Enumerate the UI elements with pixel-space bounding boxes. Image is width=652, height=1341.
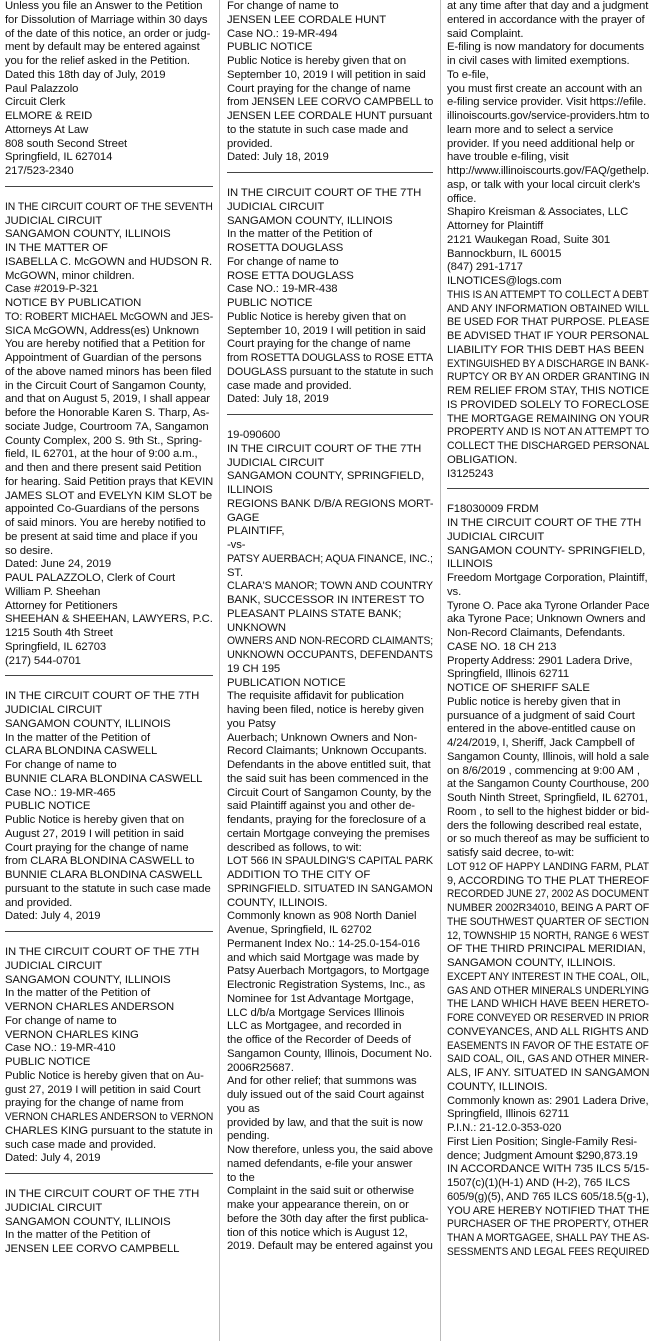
notice-line: F18030009 FRDM (447, 503, 539, 516)
notice-line: gust 27, 2019 I will petition in said Court (5, 1083, 201, 1096)
notice-line: Commonly known as: 2901 Ladera Drive, (447, 1094, 649, 1107)
notice-line: SHEEHAN & SHEEHAN, LAWYERS, P.C. (5, 613, 213, 626)
notice-line: JUDICIAL CIRCUIT (5, 214, 103, 227)
notice-line: Appointment of Guardian of the persons (5, 352, 202, 364)
notice-line: Public Notice is hereby given that on Au- (5, 1069, 204, 1082)
notice-line: UNKNOWN OCCUPANTS, DEFENDANTS (227, 649, 433, 661)
notice-line: the office of the Recorder of Deeds of (227, 1034, 411, 1046)
notice-line: RUPTCY OR BY AN ORDER GRANTING IN (447, 371, 649, 384)
notice-line: Complaint in the said suit or otherwise (227, 1185, 414, 1198)
notice-line: SESSMENTS AND LEGAL FEES REQUIRED (447, 1245, 649, 1258)
notice-line: THIS IS AN ATTEMPT TO COLLECT A DEBT (447, 288, 649, 301)
notice-line: dence; Judgment Amount $290,873.19 (447, 1149, 638, 1162)
notice-separator (227, 414, 433, 415)
notice-line: of the date of this notice, an order or judg- (5, 27, 211, 40)
notice-line: SANGAMON COUNTY, ILLINOIS (5, 1215, 171, 1228)
notice-line: Nominee for 1st Advantage Mortgage, (227, 992, 414, 1005)
notice-line: August 27, 2019 I will petition in said (5, 827, 184, 840)
notice-line: Springfield, Illinois 62711 (447, 1108, 570, 1121)
notice-line: SPRINGFIELD. SITUATED IN SANGAMON (227, 882, 433, 895)
notice-line: ST. (227, 566, 244, 579)
notice-line: FORE CONVEYED OR RESERVED IN PRIOR (447, 1012, 649, 1024)
notice-line: you as (227, 1102, 260, 1115)
column-divider (219, 0, 220, 1341)
legal-notice (5, 690, 213, 924)
legal-notice (447, 0, 649, 481)
notice-line: have trouble e-filing, visit (447, 151, 569, 164)
legal-notice (5, 1188, 213, 1257)
notice-line: BUNNIE CLARA BLONDINA CASWELL (5, 869, 203, 881)
notice-line: JUDICIAL CIRCUIT (447, 530, 545, 543)
notice-line: CHARLES KING pursuant to the statute in (5, 1124, 213, 1137)
legal-notice (5, 201, 213, 669)
notice-line: IN THE CIRCUIT COURT OF THE 7TH (5, 1188, 200, 1200)
notice-line: to the statute in such case made and (227, 123, 409, 136)
notice-line: BE USED FOR THAT PURPOSE. PLEASE (447, 316, 649, 329)
notice-line: OF THE THIRD PRINCIPAL MERIDIAN, (447, 943, 646, 956)
notice-line: VERNON CHARLES KING (5, 1028, 139, 1041)
notice-line: In the matter of the Petition of (5, 731, 151, 744)
notice-line: Attorney for Petitioners (5, 599, 118, 612)
notice-line: GAS AND OTHER MINERALS UNDERLYING (447, 984, 649, 997)
notice-line: IN THE CIRCUIT COURT OF THE 7TH (227, 442, 422, 455)
notice-line: LLC as Mortgagee, and recorded in (227, 1020, 402, 1033)
notice-line: OBLIGATION. (447, 453, 518, 466)
notice-line: 1507(c)(1)(H-1) AND (H-2), 765 ILCS (447, 1177, 630, 1189)
legal-notice (227, 429, 433, 1254)
notice-line: PURCHASER OF THE PROPERTY, OTHER (447, 1218, 649, 1231)
notice-line: before the Honorable Karen S. Tharp, As- (5, 407, 210, 419)
notice-line: or so much thereof as may be sufficient to (447, 833, 649, 846)
notice-line: named defendants, e-file your answer (227, 1157, 413, 1170)
column-divider (440, 0, 441, 1341)
notice-line: and provided. (5, 896, 73, 909)
notice-line: Sangamon County, Illinois, will hold a sale (447, 750, 649, 763)
notice-line: ILLINOIS (447, 558, 493, 571)
notice-line: Property Address: 2901 Ladera Drive, (447, 654, 633, 667)
notice-line: Non-Record Claimants, Defendants. (447, 627, 626, 639)
legal-notice (5, 0, 213, 179)
notice-line: PUBLICATION NOTICE (227, 676, 346, 689)
notice-line: office. (447, 192, 477, 205)
notice-line: and that on August 5, 2019, I shall appear (5, 393, 210, 406)
notice-line: 808 south Second Street (5, 137, 128, 150)
notice-separator (5, 675, 213, 676)
notice-line: VERNON CHARLES ANDERSON to VERNON (5, 1111, 213, 1123)
notice-line: For change of name to (5, 759, 117, 771)
notice-line: Dated: July 4, 2019 (5, 1152, 101, 1165)
legal-notice (447, 503, 649, 1259)
notice-line: at any time after that day and a judgment (447, 0, 649, 12)
notice-line: appointed Co-Guardians of the persons (5, 503, 200, 516)
notice-line: Circuit Clerk (5, 96, 66, 109)
notice-line: fendants, praying for the foreclosure of a (227, 814, 426, 826)
notice-line: Room , to sell to the highest bidder or bid- (447, 805, 649, 818)
notice-line: McGOWN, minor children. (5, 269, 135, 282)
notice-line: you for the relief asked in the Petition. (5, 55, 190, 67)
notice-line: IN THE CIRCUIT COURT OF THE SEVENTH (5, 200, 213, 213)
notice-line: AND ANY INFORMATION OBTAINED WILL (447, 302, 649, 315)
notice-line: LIABILITY FOR THIS DEBT HAS BEEN (447, 343, 645, 356)
notice-line: PUBLIC NOTICE (227, 297, 313, 309)
notice-line: illinoiscourts.gov/service-providers.htm to (447, 110, 649, 122)
notice-line: entered in accordance with the prayer of (447, 13, 645, 26)
notice-line: THAN A MORTGAGEE, SHALL PAY THE AS- (447, 1232, 649, 1244)
notice-line: IN ACCORDANCE WITH 735 ILCS 5/15- (447, 1163, 649, 1176)
notice-line: Springfield, IL 627014 (5, 151, 113, 164)
notice-line: SANGAMON COUNTY, ILLINOIS (5, 973, 171, 986)
notice-line: I3125243 (447, 467, 494, 480)
notice-line: CONVEYANCES, AND ALL RIGHTS AND (447, 1025, 649, 1038)
notice-line: such case made and provided. (5, 1138, 157, 1151)
notice-line: CASE NO. 18 CH 213 (447, 640, 557, 653)
notice-line: case made and provided. (227, 379, 352, 392)
notice-line: You are hereby notified that a Petition for (5, 338, 206, 351)
notice-line: for hearing. Said Petition prays that KEVIN (5, 475, 213, 488)
notice-line: William P. Sheehan (5, 585, 101, 598)
notice-line: For change of name to (227, 255, 339, 268)
notice-line: for Dissolution of Marriage within 30 days (5, 13, 208, 26)
notice-line: of said minors. You are hereby notified to (5, 517, 206, 529)
notice-line: Case NO.: 19-MR-494 (227, 27, 338, 40)
notice-line: at the Sangamon County Courthouse, 200 (447, 778, 649, 791)
notice-line: LOT 566 IN SPAULDING'S CAPITAL PARK (227, 855, 433, 868)
notice-line: PUBLIC NOTICE (227, 41, 313, 54)
notice-separator (5, 1173, 213, 1174)
notice-line: Electronic Registration Systems, Inc., as (227, 979, 426, 991)
notice-line: 12, TOWNSHIP 15 NORTH, RANGE 6 WEST (447, 929, 649, 942)
notice-line: Auerbach; Unknown Owners and Non- (227, 731, 418, 744)
notice-separator (447, 488, 649, 489)
notice-line: For change of name to (227, 0, 339, 12)
notice-line: P.I.N.: 21-12.0-353-020 (447, 1122, 562, 1134)
notice-line: COLLECT THE DISCHARGED PERSONAL (447, 440, 649, 452)
notice-line: e-filing service provider. Visit https://efile. (447, 96, 647, 109)
notice-line: be present at said time and place if you (5, 530, 198, 543)
notice-line: Dated this 18th day of July, 2019 (5, 68, 166, 81)
notice-line: And for other relief; that summons was (227, 1075, 417, 1088)
legal-notice (5, 946, 213, 1166)
notice-line: aka Tyrone Pace; Unknown Owners and (447, 613, 646, 626)
notice-line: In the matter of the Petition of (5, 1229, 151, 1242)
notice-line: from CLARA BLONDINA CASWELL to (5, 855, 195, 868)
notice-line: ALS, IF ANY. SITUATED IN SANGAMON (447, 1067, 649, 1079)
column-2 (227, 0, 433, 1341)
notice-line: duly issued out of the said Court against (227, 1089, 424, 1101)
notice-line: Sangamon County, Illinois, Document No. (227, 1047, 432, 1060)
notice-line: COUNTY, ILLINOIS. (447, 1080, 548, 1093)
notice-line: TO: ROBERT MICHAEL McGOWN and JES- (5, 310, 213, 323)
notice-line: in civil cases with limited exemptions. (447, 55, 630, 67)
notice-line: JUDICIAL CIRCUIT (5, 1201, 103, 1214)
notice-line: Court praying for the change of name (227, 338, 411, 351)
notice-line: 9, ACCORDING TO THE PLAT THEREOF (447, 874, 649, 887)
notice-line: ILNOTICES@logs.com (447, 275, 562, 287)
notice-line: Avenue, Springfield, IL 62702 (227, 924, 372, 936)
notice-line: in the Circuit Court of Sangamon County, (5, 379, 207, 392)
notice-line: SICA McGOWN, Address(es) Unknown (5, 324, 199, 337)
notice-line: PUBLIC NOTICE (5, 1056, 91, 1068)
legal-notice (227, 187, 433, 407)
notice-line: Commonly known as 908 North Daniel (227, 910, 417, 923)
notice-line: Public Notice is hereby given that on (5, 814, 185, 826)
notice-line: ROSE ETTA DOUGLASS (227, 269, 354, 282)
notice-line: http://www.illinoiscourts.gov/FAQ/gethelp. (447, 165, 649, 177)
notice-line: Record Claimants; Unknown Occupants. (227, 745, 427, 758)
notice-line: JUDICIAL CIRCUIT (227, 456, 325, 469)
notice-line: PLEASANT PLAINS STATE BANK; (227, 607, 402, 620)
notice-line: Paul Palazzolo (5, 82, 79, 95)
notice-line: NOTICE BY PUBLICATION (5, 297, 142, 309)
notice-line: make your appearance therein, on or (227, 1199, 409, 1211)
notice-line: For change of name to (5, 1014, 117, 1027)
notice-line: pursuant to the statute in such case made (5, 882, 211, 895)
notice-line: Public notice is hereby given that in (447, 695, 621, 708)
notice-line: on 8/6/2019 , commencing at 9:00 AM , (447, 764, 640, 777)
notice-line: PAUL PALAZZOLO, Clerk of Court (5, 572, 176, 584)
notice-line: Circuit Court of Sangamon County, by the (227, 786, 432, 799)
notice-line: JENSEN LEE CORDALE HUNT pursuant (227, 110, 433, 122)
notice-line: South Ninth Street, Springfield, IL 62701, (447, 792, 648, 804)
notice-line: tion of this notice which is August 12, (227, 1226, 408, 1239)
notice-line: PUBLIC NOTICE (5, 800, 91, 813)
notice-line: ILLINOIS (227, 484, 273, 496)
notice-separator (227, 172, 433, 173)
notice-line: Dated: June 24, 2019 (5, 558, 112, 571)
notice-line: provided. (227, 137, 273, 150)
notice-line: Defendants in the above entitled suit, that (227, 759, 431, 771)
notice-line: praying for the change of name from (5, 1097, 184, 1110)
notice-line: EASEMENTS IN FAVOR OF THE ESTATE OF (447, 1039, 649, 1052)
notice-line: certain Mortgage conveying the premises (227, 827, 430, 840)
notice-line: SAID COAL, OIL, GAS AND OTHER MINER- (447, 1053, 649, 1066)
notice-line: PLAINTIFF, (227, 525, 285, 538)
notice-line: 1215 South 4th Street (5, 627, 113, 639)
notice-line: In the matter of the Petition of (227, 228, 373, 241)
notice-line: Court praying for the change of name (227, 82, 411, 95)
notice-line: SANGAMON COUNTY, ILLINOIS (5, 717, 171, 730)
notice-line: PROPERTY AND IS NOT AN ATTEMPT TO (447, 426, 649, 439)
notice-line: Freedom Mortgage Corporation, Plaintiff, (447, 572, 648, 584)
notice-line: (847) 291-1717 (447, 261, 523, 274)
notice-line: OWNERS AND NON-RECORD CLAIMANTS; (227, 635, 433, 648)
notice-line: Tyrone O. Pace aka Tyrone Orlander Pace (447, 599, 649, 612)
notice-line: Dated: July 4, 2019 (5, 910, 101, 923)
notice-line: JAMES SLOT and EVELYN KIM SLOT be (5, 489, 213, 502)
notice-line: SANGAMON COUNTY, ILLINOIS. (447, 957, 616, 969)
notice-line: so desire. (5, 544, 53, 557)
notice-line: Case NO.: 19-MR-465 (5, 786, 116, 799)
notice-line: LOT 912 OF HAPPY LANDING FARM, PLAT (447, 860, 649, 873)
notice-line: Patsy Auerbach Mortgagors, to Mortgage (227, 965, 430, 978)
notice-line: said Plaintiff against you and other de- (227, 800, 415, 813)
notice-line: before the 30th day after the first publica- (227, 1212, 429, 1225)
notice-separator (5, 186, 213, 187)
notice-line: UNKNOWN (227, 621, 286, 634)
notice-line: sociate Judge, Courtroom 7A, Sangamon (5, 420, 209, 433)
notice-line: 4/24/2019, I, Sheriff, Jack Campbell of (447, 737, 635, 749)
notice-line: Dated: July 18, 2019 (227, 151, 329, 164)
notice-line: The requisite affidavit for publication (227, 690, 404, 703)
notice-line: PATSY AUERBACH; AQUA FINANCE, INC.; (227, 552, 433, 565)
notice-line: THE MORTGAGE REMAINING ON YOUR (447, 412, 649, 425)
notice-line: Court praying for the change of name (5, 841, 189, 854)
notice-line: JUDICIAL CIRCUIT (5, 959, 103, 972)
notice-line: Case NO.: 19-MR-438 (227, 283, 338, 296)
notice-line: JUDICIAL CIRCUIT (227, 200, 325, 213)
notice-line: to the (227, 1171, 255, 1184)
notice-line: ROSETTA DOUGLASS (227, 242, 344, 254)
notice-line: LLC d/b/a Mortgage Services Illinois (227, 1006, 405, 1019)
column-1 (5, 0, 213, 1341)
notice-line: pending. (227, 1130, 270, 1143)
notice-line: learn more and to select a service (447, 123, 614, 136)
notice-line: BANK, SUCCESSOR IN INTEREST TO (227, 594, 425, 606)
notice-line: ders the following described real estate, (447, 819, 642, 832)
notice-line: you must first create an account with an (447, 82, 643, 95)
notice-line: Attorneys At Law (5, 123, 89, 136)
notice-line: CLARA BLONDINA CASWELL (5, 745, 158, 758)
notice-line: Shapiro Kreisman & Associates, LLC (447, 206, 629, 219)
notice-line: 2019. Default may be entered against you (227, 1240, 433, 1253)
notice-line: YOU ARE HEREBY NOTIFIED THAT THE (447, 1204, 649, 1217)
legal-notice (227, 0, 433, 165)
notice-line: Now therefore, unless you, the said above (227, 1144, 433, 1156)
notice-line: asp, or talk with your local circuit clerk's (447, 178, 641, 191)
notice-line: vs. (447, 585, 462, 598)
notice-line: satisfy said decree, to-wit: (447, 847, 575, 859)
notice-line: Permanent Index No.: 14-25.0-154-016 (227, 937, 420, 950)
notice-line: and then and there present said Petition (5, 462, 202, 474)
notice-line: REM RELIEF FROM STAY, THIS NOTICE (447, 385, 649, 397)
notice-line: JENSEN LEE CORDALE HUNT (227, 13, 387, 26)
notice-line: ELMORE & REID (5, 110, 93, 122)
notice-line: VERNON CHARLES ANDERSON (5, 1001, 175, 1013)
notice-line: 605/9(g)(5), AND 765 ILCS 605/18.5(g-1), (447, 1190, 649, 1203)
notice-line: CLARA'S MANOR; TOWN AND COUNTRY (227, 580, 433, 593)
notice-line: IS PROVIDED SOLELY TO FORECLOSE (447, 398, 649, 411)
notice-line: SANGAMON COUNTY- SPRINGFIELD, (447, 544, 646, 557)
notice-line: from ROSETTA DOUGLASS to ROSE ETTA (227, 352, 433, 364)
notice-line: provided by law, and that the suit is now (227, 1116, 423, 1129)
notice-line: County Complex, 200 S. 9th St., Spring- (5, 434, 203, 447)
notice-line: EXCEPT ANY INTEREST IN THE COAL, OIL, (447, 970, 649, 983)
notice-line: field, IL 62701, at the hour of 9:00 a.m., (5, 448, 198, 461)
notice-line: and which said Mortgage was made by (227, 951, 419, 964)
notice-line: from JENSEN LEE CORVO CAMPBELL to (227, 96, 433, 109)
notice-line: IN THE CIRCUIT COURT OF THE 7TH (447, 517, 642, 529)
notice-line: E-filing is now mandatory for documents (447, 41, 645, 54)
notice-line: 19-090600 (227, 429, 281, 441)
notice-line: IN THE CIRCUIT COURT OF THE 7TH (5, 946, 200, 958)
notice-line: Bannockburn, IL 60015 (447, 247, 562, 260)
notice-line: IN THE CIRCUIT COURT OF THE 7TH (227, 187, 422, 199)
notice-line: Public Notice is hereby given that on (227, 310, 407, 323)
notice-line: pursuance of a judgment of said Court (447, 709, 635, 722)
notice-line: ment by default may be entered against (5, 41, 200, 54)
notice-line: described as follows, to wit: (227, 841, 362, 854)
notice-line: September 10, 2019 I will petition in said (227, 68, 426, 81)
notice-line: SANGAMON COUNTY, ILLINOIS (227, 214, 393, 227)
notice-line: said Complaint. (447, 27, 524, 40)
notice-line: JENSEN LEE CORVO CAMPBELL (5, 1243, 180, 1255)
notice-line: THE SOUTHWEST QUARTER OF SECTION (447, 915, 649, 928)
notice-line: -vs- (227, 539, 246, 551)
notice-line: First Lien Position; Single-Family Resi- (447, 1135, 637, 1148)
notice-line: GAGE (227, 511, 260, 524)
notice-line: 217/523-2340 (5, 165, 74, 177)
notice-line: Case #2019-P-321 (5, 283, 99, 296)
notice-line: Unless you file an Answer to the Petition (5, 0, 203, 12)
notice-line: THE LAND WHICH HAVE BEEN HERETO- (447, 998, 649, 1011)
notice-line: provider. If you need additional help or (447, 137, 635, 150)
notice-line: 19 CH 195 (227, 662, 281, 675)
notice-line: NUMBER 2002R34010, BEING A PART OF (447, 902, 649, 914)
notice-line: having been filed, notice is hereby given (227, 704, 424, 716)
notice-line: Springfield, Illinois 62711 (447, 668, 570, 681)
notice-line: ADDITION TO THE CITY OF (227, 869, 371, 881)
notice-line: (217) 544-0701 (5, 654, 81, 667)
notice-line: NOTICE OF SHERIFF SALE (447, 682, 590, 694)
notice-line: DOUGLASS pursuant to the statute in such (227, 365, 433, 378)
notice-line: IN THE CIRCUIT COURT OF THE 7TH (5, 690, 200, 703)
notice-line: Public Notice is hereby given that on (227, 55, 407, 67)
column-3 (447, 0, 649, 1341)
notice-line: REGIONS BANK D/B/A REGIONS MORT- (227, 497, 433, 510)
notice-line: entered in the above-entitled cause on (447, 723, 636, 736)
notice-line: Springfield, IL 62703 (5, 640, 107, 653)
notice-line: To e-file, (447, 68, 489, 81)
notice-line: you Patsy (227, 717, 276, 730)
notice-line: In the matter of the Petition of (5, 987, 151, 1000)
notice-line: EXTINGUISHED BY A DISCHARGE IN BANK- (447, 357, 649, 370)
notice-line: the said suit has been commenced in the (227, 772, 429, 785)
notice-line: SANGAMON COUNTY, ILLINOIS (5, 228, 171, 241)
notice-line: IN THE MATTER OF (5, 242, 108, 254)
notice-line: ISABELLA C. McGOWN and HUDSON R. (5, 255, 213, 268)
notice-line: 2006R25687. (227, 1061, 294, 1074)
notice-line: Attorney for Plaintiff (447, 220, 544, 232)
notice-line: COUNTY, ILLINOIS. (227, 896, 328, 909)
notice-line: of the above named minors has been filed (5, 365, 212, 378)
notice-separator (5, 931, 213, 932)
notice-line: RECORDED JUNE 27, 2002 AS DOCUMENT (447, 888, 649, 901)
notice-line: JUDICIAL CIRCUIT (5, 704, 103, 716)
notice-line: SANGAMON COUNTY, SPRINGFIELD, (227, 470, 425, 483)
notice-line: September 10, 2019 I will petition in said (227, 324, 426, 337)
notice-line: Dated: July 18, 2019 (227, 393, 329, 406)
notice-line: Case NO.: 19-MR-410 (5, 1042, 116, 1055)
notice-line: BE ADVISED THAT IF YOUR PERSONAL (447, 330, 649, 342)
notice-line: BUNNIE CLARA BLONDINA CASWELL (5, 772, 203, 785)
notice-line: 2121 Waukegan Road, Suite 301 (447, 233, 611, 246)
